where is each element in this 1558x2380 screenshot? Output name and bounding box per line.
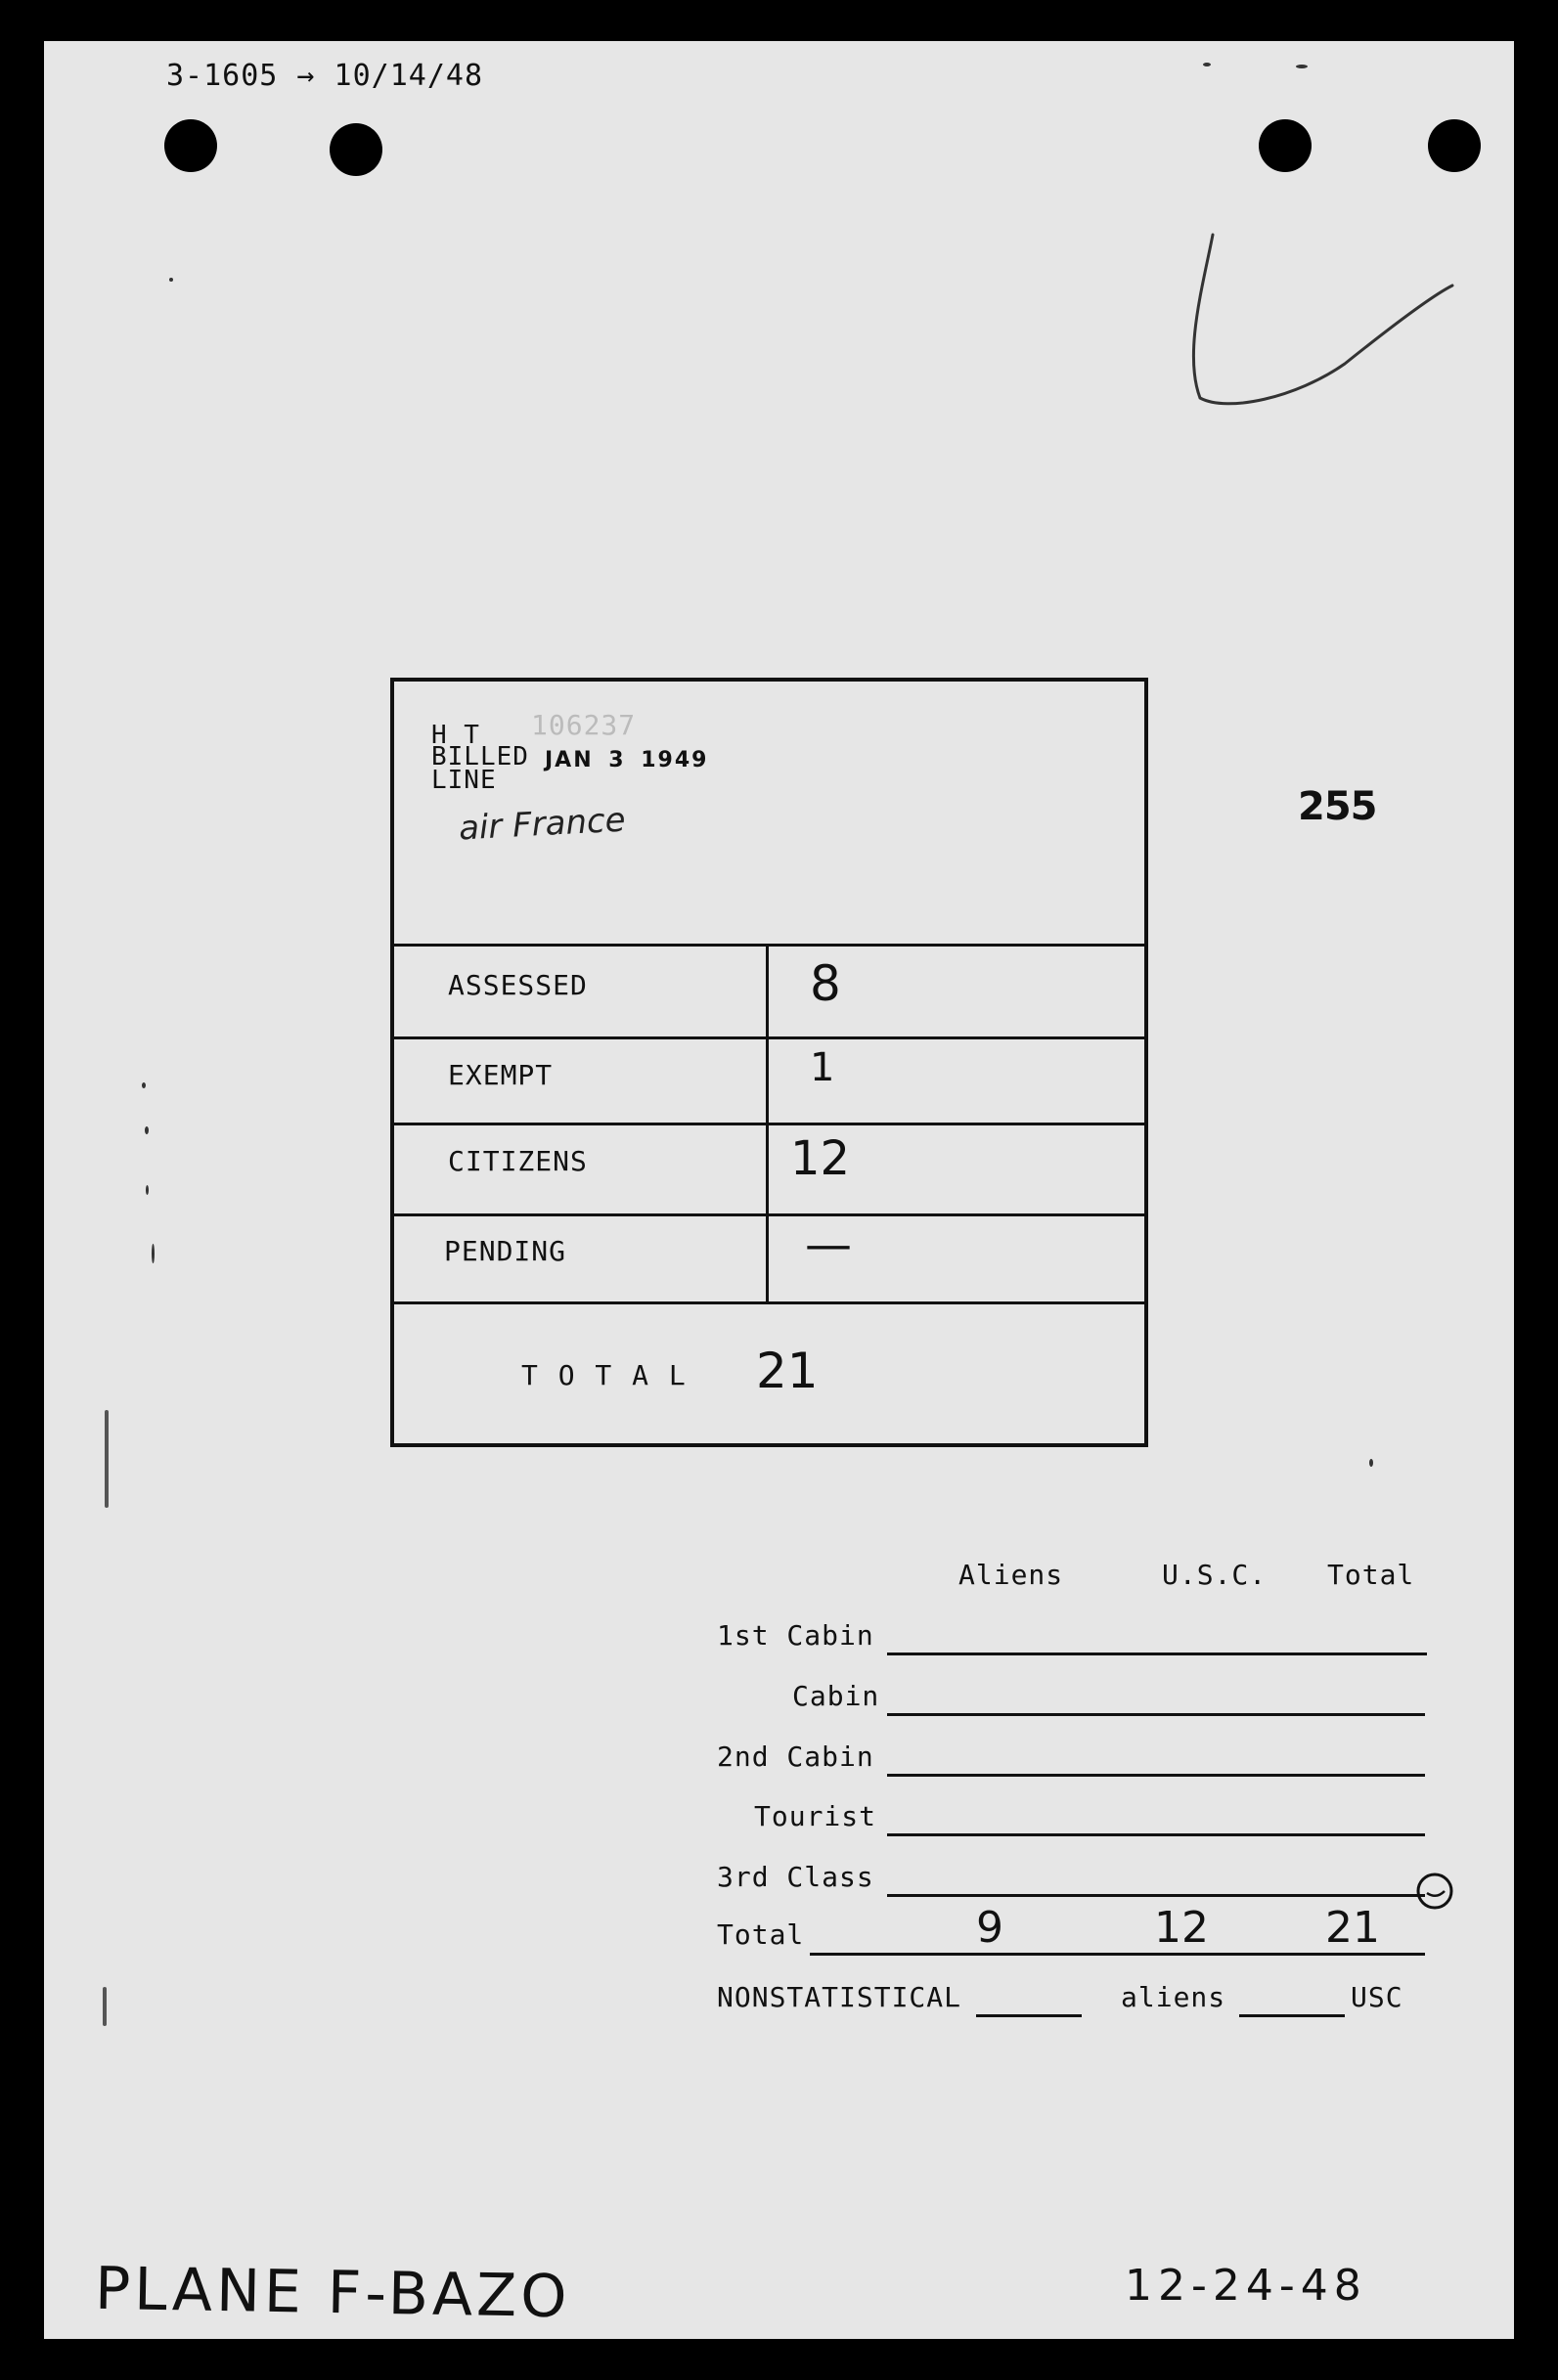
total-value: 21 (756, 1343, 819, 1399)
column-usc: U.S.C. (1162, 1559, 1268, 1591)
punch-hole-2 (330, 123, 382, 176)
manifest-card (44, 41, 1514, 2339)
plane-note: PLANE F-BAZO (94, 2254, 572, 2332)
head-tax-label: H T (431, 721, 480, 750)
row-tourist: Tourist (754, 1800, 877, 1832)
pending-value: — (805, 1217, 852, 1272)
line-handwritten: air France (458, 800, 627, 849)
exempt-value: 1 (810, 1045, 835, 1090)
billed-date-stamp: JAN 3 1949 (545, 748, 709, 772)
punch-hole-3 (1259, 119, 1312, 172)
header-reference: 3-1605 → 10/14/48 (166, 59, 484, 93)
row-cabin: Cabin (792, 1680, 880, 1712)
nonstatistical-usc-label: USC (1351, 1981, 1403, 2013)
total-total-value: 21 (1325, 1903, 1380, 1953)
head-tax-box (390, 678, 1148, 1447)
pending-label: PENDING (444, 1235, 567, 1267)
billed-label: BILLED (431, 742, 529, 771)
column-aliens: Aliens (958, 1559, 1064, 1591)
exempt-label: EXEMPT (448, 1059, 554, 1091)
total-aliens-value: 9 (976, 1903, 1003, 1953)
line-label: LINE (431, 766, 497, 795)
total-label: T O T A L (521, 1359, 688, 1391)
total-usc-value: 12 (1154, 1903, 1209, 1953)
row-1st-cabin: 1st Cabin (717, 1619, 874, 1652)
citizens-label: CITIZENS (448, 1145, 588, 1177)
nonstatistical-label: NONSTATISTICAL (717, 1981, 962, 2013)
row-2nd-cabin: 2nd Cabin (717, 1741, 874, 1773)
nonstatistical-aliens-label: aliens (1121, 1981, 1226, 2013)
faint-stamp-number: 106237 (531, 709, 637, 741)
row-3rd-class: 3rd Class (717, 1861, 874, 1893)
stamp-number: 255 (1298, 784, 1377, 829)
row-total-label: Total (717, 1918, 805, 1951)
citizens-value: 12 (790, 1131, 851, 1186)
check-mark-icon (1149, 188, 1482, 471)
circle-mark-icon (1411, 1868, 1460, 1917)
column-total: Total (1327, 1559, 1415, 1591)
bottom-date: 12-24-48 (1125, 2261, 1367, 2311)
punch-hole-1 (164, 119, 217, 172)
assessed-label: ASSESSED (448, 969, 588, 1001)
assessed-value: 8 (810, 955, 841, 1012)
punch-hole-4 (1428, 119, 1481, 172)
